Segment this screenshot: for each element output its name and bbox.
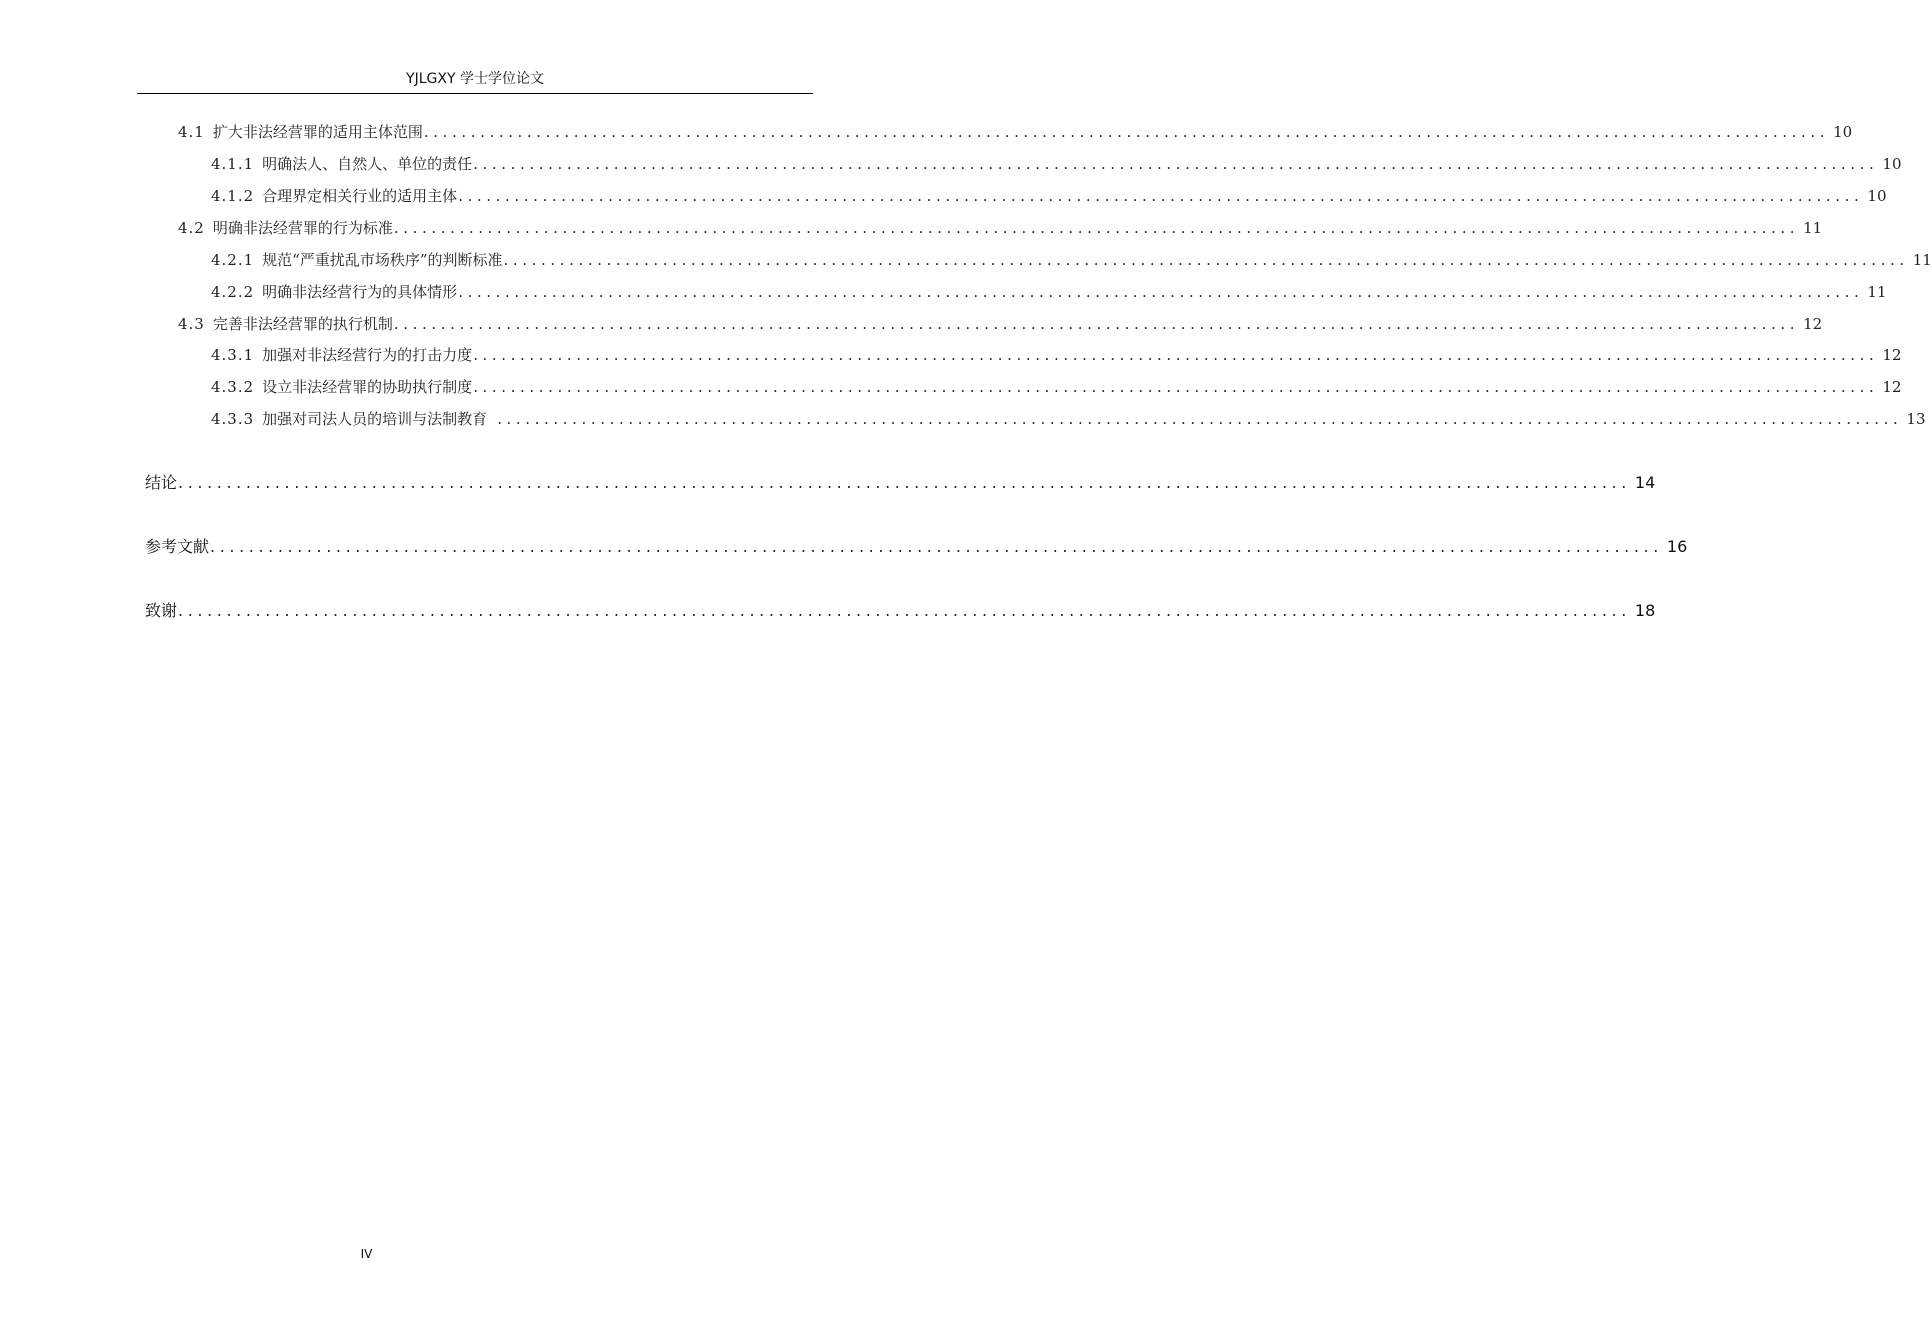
toc-entry-number: 4.3 bbox=[178, 315, 205, 333]
toc-dot-leader: ...................................................................................................................................................... bbox=[458, 187, 1864, 205]
toc-entry-page: 12 bbox=[1882, 378, 1902, 396]
toc-entry-4-2-1[interactable] bbox=[211, 248, 1932, 272]
toc-entry-title: 参考文献 bbox=[145, 537, 210, 556]
toc-dot-leader: ...................................................................................................................................................... bbox=[393, 219, 1800, 237]
toc-entry-number: 4.3.2 bbox=[211, 378, 255, 396]
toc-entry-page: 10 bbox=[1882, 155, 1902, 173]
toc-entry-title: 设立非法经营罪的协助执行制度 bbox=[262, 378, 473, 396]
toc-entry-title: 合理界定相关行业的适用主体 bbox=[262, 187, 458, 205]
toc-dot-leader: ...................................................................................................................................................... bbox=[497, 410, 1903, 428]
toc-entry-4-3[interactable] bbox=[178, 312, 1823, 336]
toc-entry-title: 明确非法经营行为的具体情形 bbox=[262, 283, 458, 301]
toc-entry-number: 4.2.2 bbox=[211, 283, 255, 301]
toc-entry-page: 11 bbox=[1912, 251, 1932, 269]
toc-entry-4-2[interactable] bbox=[178, 216, 1823, 240]
toc-entry-4-1-2[interactable] bbox=[211, 184, 1887, 208]
toc-entry-4-1-1[interactable] bbox=[211, 152, 1902, 176]
page-header-title: YJLGXY 学士学位论文 bbox=[406, 71, 544, 87]
toc-entry-page: 10 bbox=[1867, 187, 1887, 205]
toc-entry-page: 11 bbox=[1867, 283, 1887, 301]
toc-entry-number: 4.3.1 bbox=[211, 346, 255, 364]
toc-entry-page: 16 bbox=[1666, 537, 1688, 556]
toc-entry-title: 明确法人、自然人、单位的责任 bbox=[262, 155, 473, 173]
toc-dot-leader: ...................................................................................................................................................... bbox=[473, 346, 1879, 364]
toc-entry-number: 4.2.1 bbox=[211, 251, 255, 269]
toc-entry-page: 13 bbox=[1906, 410, 1926, 428]
toc-entry-title: 规范“严重扰乱市场秩序”的判断标准 bbox=[262, 251, 503, 269]
toc-entry-page: 10 bbox=[1833, 123, 1853, 141]
toc-entry-page: 18 bbox=[1634, 601, 1656, 620]
toc-entry-page: 11 bbox=[1803, 219, 1823, 237]
toc-entry-title: 扩大非法经营罪的适用主体范围 bbox=[212, 123, 423, 141]
toc-dot-leader: ...................................................................................................................................................... bbox=[423, 123, 1830, 141]
page-number: IV bbox=[360, 1247, 373, 1261]
toc-entry-number: 4.1 bbox=[178, 123, 205, 141]
toc-entry-number: 4.1.2 bbox=[211, 187, 255, 205]
toc-entry-acknowledgements[interactable] bbox=[145, 599, 1656, 623]
toc-dot-leader: ...................................................................................................................................................... bbox=[473, 378, 1879, 396]
toc-entry-number: 4.1.1 bbox=[211, 155, 255, 173]
toc-entry-4-2-2[interactable] bbox=[211, 280, 1887, 304]
toc-dot-leader: ...................................................................................................................................................... bbox=[178, 473, 1631, 492]
toc-entry-title: 致谢 bbox=[145, 601, 178, 620]
toc-entry-title: 明确非法经营罪的行为标准 bbox=[212, 219, 393, 237]
toc-entry-page: 12 bbox=[1882, 346, 1902, 364]
toc-entry-4-3-3[interactable] bbox=[211, 407, 1926, 431]
toc-dot-leader: ...................................................................................................................................................... bbox=[178, 601, 1631, 620]
toc-entry-title: 完善非法经营罪的执行机制 bbox=[212, 315, 393, 333]
toc-entry-title: 结论 bbox=[145, 473, 178, 492]
toc-dot-leader: ...................................................................................................................................................... bbox=[473, 155, 1879, 173]
toc-entry-title: 加强对司法人员的培训与法制教育 bbox=[262, 410, 488, 428]
header-divider bbox=[137, 93, 813, 94]
toc-entry-4-3-2[interactable] bbox=[211, 375, 1902, 399]
toc-entry-4-1[interactable] bbox=[178, 120, 1853, 144]
toc-entry-conclusion[interactable] bbox=[145, 471, 1656, 495]
toc-dot-leader: ...................................................................................................................................................... bbox=[458, 283, 1864, 301]
toc-entry-title: 加强对非法经营行为的打击力度 bbox=[262, 346, 473, 364]
toc-entry-references[interactable] bbox=[145, 535, 1688, 559]
toc-dot-leader: ...................................................................................................................................................... bbox=[503, 251, 1909, 269]
toc-dot-leader: ...................................................................................................................................................... bbox=[210, 537, 1663, 556]
toc-entry-number: 4.3.3 bbox=[211, 410, 255, 428]
toc-entry-page: 12 bbox=[1803, 315, 1823, 333]
toc-dot-leader: ...................................................................................................................................................... bbox=[393, 315, 1800, 333]
toc-entry-4-3-1[interactable] bbox=[211, 343, 1902, 367]
toc-entry-number: 4.2 bbox=[178, 219, 205, 237]
toc-entry-page: 14 bbox=[1634, 473, 1656, 492]
